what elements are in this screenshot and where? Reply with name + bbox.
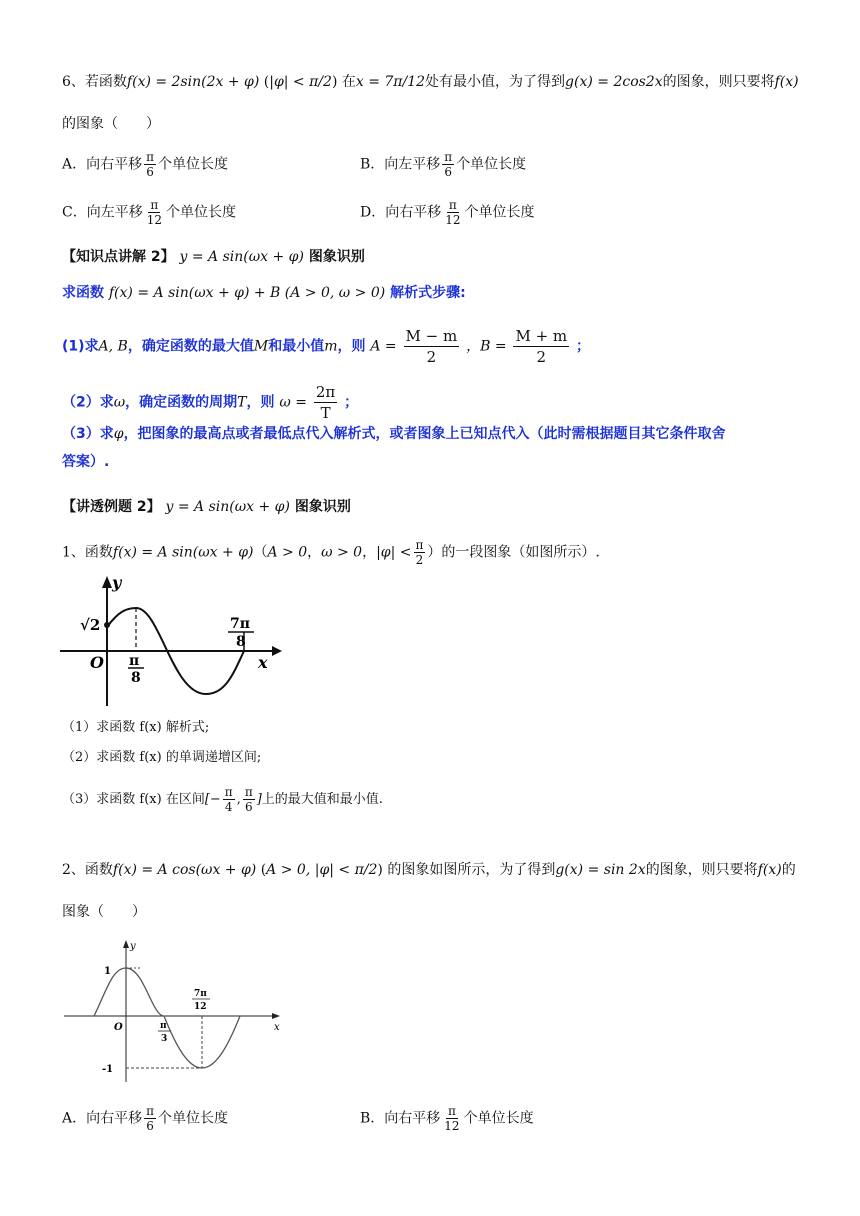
step1-vars: A, B	[98, 338, 128, 355]
frac-den: 6	[146, 165, 154, 179]
q2-condition: A > 0, |φ| < π/2	[266, 862, 378, 878]
graph1-y-label: y	[112, 573, 122, 592]
frac-num: 2π	[315, 383, 336, 401]
q1-text: 1、函数	[62, 544, 113, 561]
step3-text-c: 答案）.	[62, 454, 110, 470]
q6-option-c[interactable]	[62, 198, 236, 227]
kp2-intro-formula: f(x) = A sin(ωx + φ) + B (A > 0, ω > 0)	[108, 285, 386, 301]
frac-den: 4	[224, 800, 233, 814]
kp2-intro-text-b: 解析式步骤:	[390, 285, 466, 301]
q6-option-a-frac	[144, 150, 156, 179]
graph2-y-max: 1	[104, 966, 111, 977]
ex2-q1-sub1: （1）求函数 f(x) 解析式;	[62, 720, 210, 735]
q6-option-d-frac	[443, 198, 462, 227]
frac-num: π	[444, 150, 453, 164]
step2-omega: ω	[113, 394, 126, 411]
frac-num: π	[244, 785, 253, 799]
step1-A: A =	[370, 338, 397, 355]
ex2-q2-option-a[interactable]	[62, 1104, 228, 1133]
graph2-x-label: x	[274, 1022, 280, 1033]
step2-text-d: ；	[344, 394, 359, 411]
frac-num: π	[150, 198, 159, 212]
step2-text-b: ，确定函数的周期	[125, 394, 238, 411]
q2-function: f(x) = A cos(ωx + φ)	[112, 862, 257, 878]
q1-sep2: ，	[362, 544, 377, 561]
sub3-frac2	[243, 785, 255, 814]
sub3-bracket-open: [−	[204, 792, 221, 807]
kp2-step3	[62, 424, 726, 444]
q6-option-b[interactable]	[360, 150, 526, 179]
q6-option-c-tail: 个单位长度	[166, 204, 236, 221]
frac-den: 6	[444, 165, 453, 179]
graph2-tick2-num: 7π	[194, 989, 207, 999]
frac-num: π	[448, 198, 457, 212]
step1-text-b: ，确定函数的最大值	[127, 338, 254, 355]
frac-num: π	[447, 1104, 456, 1118]
step2-text: （2）求	[62, 394, 114, 411]
step2-frac	[314, 382, 337, 423]
kp2-step3-line2	[62, 452, 109, 472]
q6-option-c-frac	[145, 198, 164, 227]
graph1-point	[104, 622, 110, 628]
q6-stem-text-e: 的图象（ ）	[62, 116, 160, 132]
frac-num: π	[146, 1104, 155, 1118]
q6-option-b-label: B．向左平移	[360, 156, 441, 173]
ex2-q2-stem: 2、函数f(x) = A cos(ωx + φ) (A > 0, |φ| < π/2) 的图象如图所示，为了得到g(x) = sin 2x的图象，则只要将f(x)的	[62, 862, 796, 878]
q1-cond1: A > 0	[267, 544, 308, 561]
kp2-heading	[62, 247, 365, 267]
q6-stem: 6、若函数f(x) = 2sin(2x + φ) (|φ| < π/2) 在x = 7π/12处有最小值，为了得到g(x) = 2cos2x的图象，则只要将f(x)	[62, 74, 799, 90]
q1-text-d: ）的一段图象（如图所示）.	[427, 544, 600, 561]
graph2-tick1-num: π	[160, 1021, 167, 1031]
q1-cond3: |φ| <	[376, 544, 412, 561]
graph1-y-arrow	[102, 576, 112, 588]
ex2-heading	[62, 497, 351, 517]
q6-stem-text-d: 的图象，则只要将	[662, 74, 775, 90]
q2-option-a-label: A．向右平移	[62, 1110, 143, 1127]
frac-den: 12	[445, 213, 461, 227]
frac-den: 6	[146, 1119, 154, 1133]
step2-eq: ω =	[279, 394, 307, 411]
sub3-frac1	[223, 785, 235, 814]
ex2-q1-sub2: （2）求函数 f(x) 的单调递增区间;	[62, 750, 262, 765]
ex2-q1-sub3	[62, 785, 383, 814]
graph1-y-tick: √2	[80, 616, 101, 634]
frac-den: 6	[244, 800, 253, 814]
step3-phi: φ	[113, 426, 124, 442]
step1-B: ，B =	[466, 338, 507, 355]
q1-paren: （	[253, 544, 268, 561]
ex2-q1-stem	[62, 538, 600, 567]
step1-A-frac	[404, 326, 460, 367]
step1-m: m	[324, 338, 338, 355]
q2-option-b-label: B．向右平移	[360, 1110, 441, 1127]
q6-option-b-frac	[442, 150, 454, 179]
q6-option-d-label: D．向右平移	[360, 204, 442, 221]
q6-option-c-label: C．向左平移	[62, 204, 143, 221]
q6-function: f(x) = 2sin(2x + φ)	[126, 74, 260, 90]
kp2-step1	[62, 326, 590, 367]
graph2-cosine	[60, 936, 290, 1086]
q6-gfunction: g(x) = 2cos2x	[565, 74, 663, 90]
sub3-text-b: 上的最大值和最小值.	[261, 792, 383, 807]
q2-text-d: 的	[781, 862, 796, 878]
kp2-intro-text: 求函数	[62, 285, 104, 301]
graph1-origin: O	[90, 653, 104, 672]
q6-stem-text-c: 处有最小值，为了得到	[425, 74, 566, 90]
graph1-x-tick1-den: 8	[131, 670, 141, 686]
ex2-heading-topic: 图象识别	[294, 499, 351, 515]
step1-text: (1)求	[62, 338, 99, 355]
graph2-y-arrow	[123, 940, 129, 948]
graph1-x-tick1-num: π	[129, 653, 140, 669]
q2-option-a-frac	[144, 1104, 156, 1133]
graph2-tick1-den: 3	[161, 1034, 168, 1044]
graph1-sine	[60, 572, 290, 712]
graph2-y-min: -1	[102, 1064, 114, 1075]
step1-M: M	[253, 338, 269, 355]
frac-num: M + m	[515, 327, 568, 345]
q1-sep1: ，	[307, 544, 322, 561]
q2-gfunction: g(x) = sin 2x	[555, 862, 646, 878]
sub3-text: （3）求函数 f(x) 在区间	[62, 792, 205, 807]
q2-option-b-frac	[442, 1104, 461, 1133]
q2-option-a-tail: 个单位长度	[158, 1110, 229, 1127]
step2-text-c: ，则	[246, 394, 275, 411]
frac-den: 2	[415, 553, 424, 567]
q6-option-a[interactable]	[62, 150, 228, 179]
q2-fx: f(x)	[757, 862, 782, 878]
step3-text: （3）求	[62, 426, 114, 442]
kp2-heading-formula: y = A sin(ωx + φ)	[179, 249, 304, 265]
q2-text-b: 的图象如图所示，为了得到	[387, 862, 556, 878]
kp2-intro	[62, 283, 466, 303]
q6-stem-line2	[62, 114, 160, 134]
frac-den: 2	[536, 348, 547, 366]
q1-cond2: ω > 0	[321, 544, 363, 561]
graph2-x-arrow	[272, 1013, 280, 1019]
graph2-curve	[94, 968, 240, 1068]
frac-num: π	[415, 538, 424, 552]
q6-stem-text: 6、若函数	[62, 74, 127, 90]
q6-option-d[interactable]	[360, 198, 535, 227]
sub3-comma: ,	[236, 792, 241, 807]
ex2-heading-formula: y = A sin(ωx + φ)	[165, 499, 290, 515]
step3-text-b: ，把图象的最高点或者最低点代入解析式，或者图象上已知点代入（此时需根据题目其它条件取舍	[123, 426, 726, 442]
ex2-q2-stem-line2	[62, 902, 146, 922]
q6-option-b-tail: 个单位长度	[456, 156, 527, 173]
frac-den: 12	[146, 213, 162, 227]
ex2-q2-option-b[interactable]	[360, 1104, 534, 1133]
q6-option-a-tail: 个单位长度	[158, 156, 229, 173]
frac-den: 2	[426, 348, 437, 366]
q2-text-c: 的图象，则只要将	[645, 862, 758, 878]
q6-fx: f(x)	[774, 74, 799, 90]
q2-text-e: 图象（ ）	[62, 904, 146, 920]
graph1-x-tick2-num: 7π	[230, 616, 250, 632]
q1-function: f(x) = A sin(ωx + φ)	[112, 544, 254, 561]
q2-option-b-tail: 个单位长度	[463, 1110, 534, 1127]
q6-condition: |φ| < π/2	[269, 74, 332, 90]
step1-text-e: ；	[576, 338, 590, 355]
ex2-heading-label: 【讲透例题 2】	[62, 499, 161, 515]
step1-text-d: ，则	[337, 338, 366, 355]
graph1-x-tick2-den: 8	[236, 634, 246, 650]
graph2-tick2-den: 12	[194, 1002, 207, 1012]
q6-stem-text-b: 在	[341, 74, 356, 90]
q1-cond3-frac	[414, 538, 426, 567]
frac-den: T	[320, 404, 331, 422]
frac-num: π	[146, 150, 155, 164]
frac-num: M − m	[405, 327, 458, 345]
graph2-origin: O	[114, 1022, 123, 1033]
sub3-bracket-close: ]	[256, 792, 262, 807]
kp2-heading-topic: 图象识别	[308, 249, 365, 265]
step1-B-frac	[513, 326, 569, 367]
frac-den: 12	[444, 1119, 460, 1133]
q6-option-d-tail: 个单位长度	[464, 204, 535, 221]
q6-option-a-label: A．向右平移	[62, 156, 143, 173]
kp2-step2	[62, 382, 358, 423]
frac-num: π	[224, 785, 233, 799]
graph1-x-arrow	[272, 646, 282, 656]
q2-text: 2、函数	[62, 862, 113, 878]
graph1-x-label: x	[258, 653, 268, 672]
kp2-heading-label: 【知识点讲解 2】	[62, 249, 175, 265]
step1-text-c: 和最小值	[268, 338, 325, 355]
graph2-y-label: y	[130, 941, 136, 952]
q6-xvalue: x = 7π/12	[355, 74, 426, 90]
step2-T: T	[237, 394, 247, 411]
